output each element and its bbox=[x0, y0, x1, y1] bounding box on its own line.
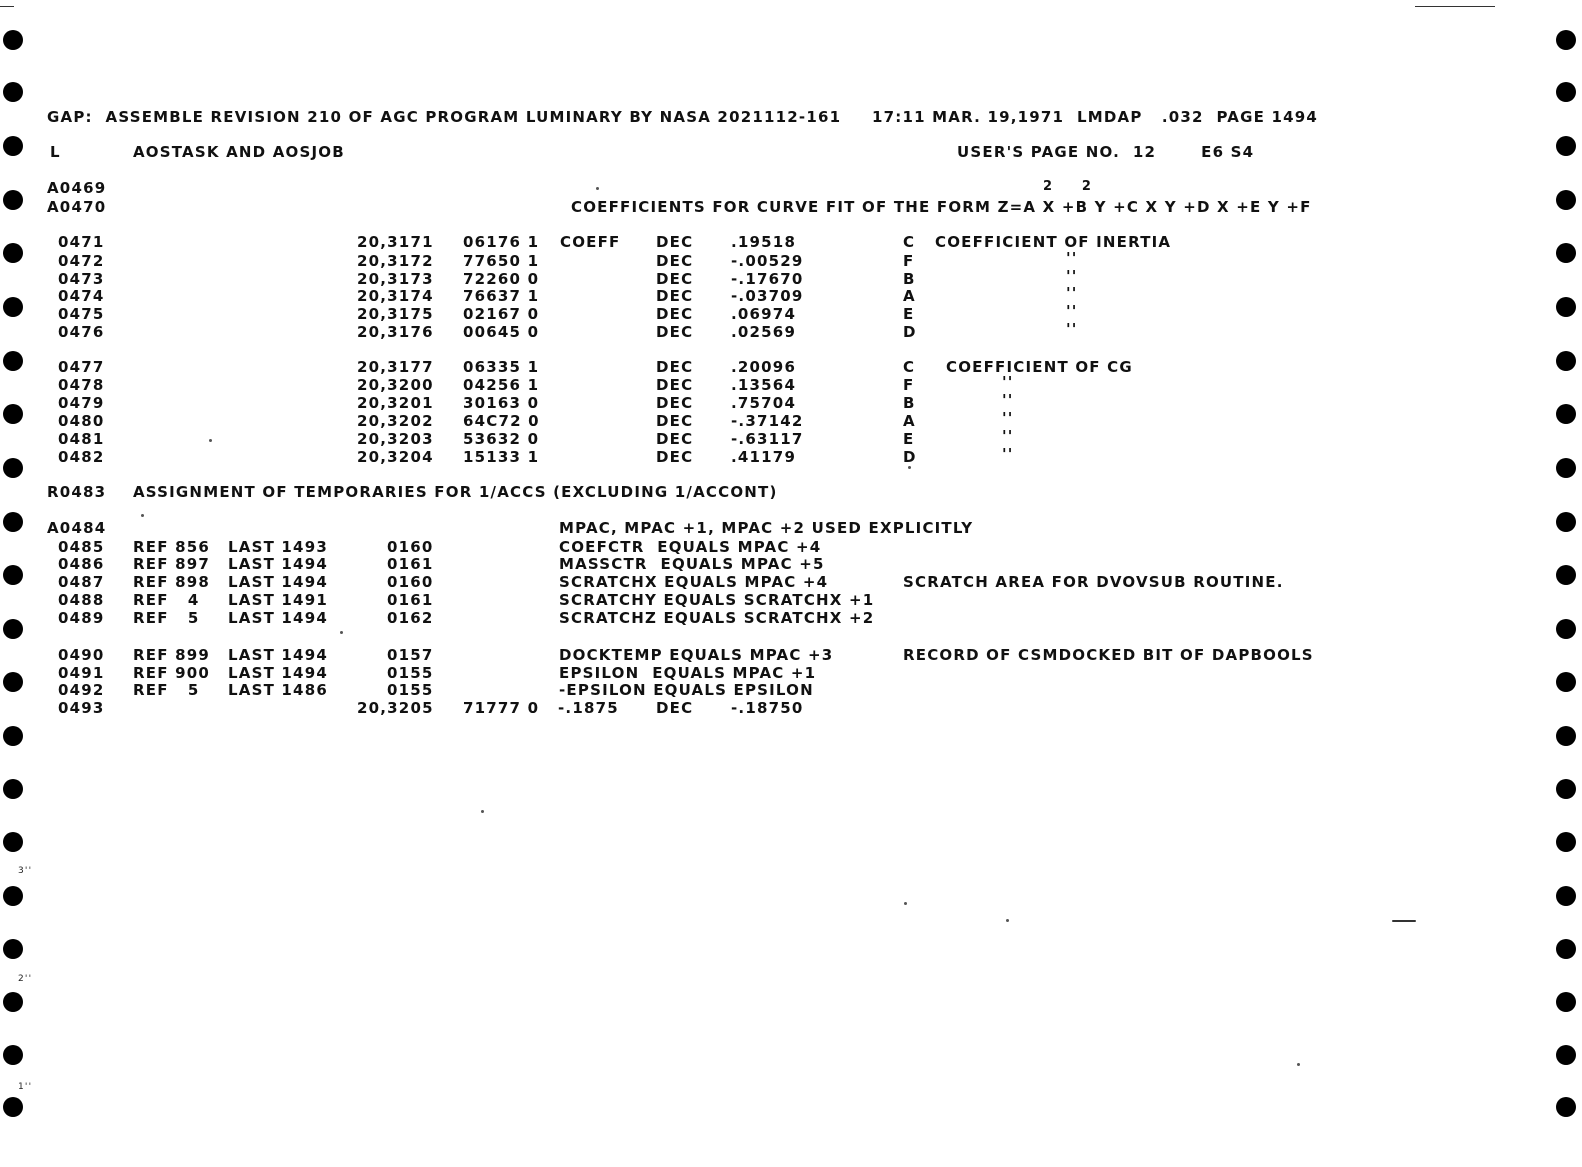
feed-hole bbox=[3, 779, 23, 799]
operand-value: .19518 bbox=[731, 233, 797, 251]
operand-value: .75704 bbox=[731, 394, 797, 412]
header-type: L bbox=[50, 143, 61, 161]
ref-count: REF 899 bbox=[133, 646, 210, 664]
row-comment: COEFFICIENT OF INERTIA bbox=[935, 233, 1172, 251]
octal-code: 72260 0 bbox=[463, 270, 540, 288]
equals-statement: DOCKTEMP EQUALS MPAC +3 bbox=[559, 646, 834, 664]
last-ref: LAST 1494 bbox=[228, 555, 328, 573]
ditto-mark: '' bbox=[1002, 391, 1014, 409]
line-number: 0489 bbox=[58, 609, 105, 627]
feed-hole bbox=[1556, 82, 1576, 102]
feed-hole bbox=[3, 992, 23, 1012]
equals-statement: -EPSILON EQUALS EPSILON bbox=[559, 681, 814, 699]
operand-value: .20096 bbox=[731, 358, 797, 376]
feed-hole bbox=[3, 886, 23, 906]
erasable-address: 0162 bbox=[387, 609, 434, 627]
paper-speck bbox=[908, 466, 911, 469]
feed-hole bbox=[1556, 297, 1576, 317]
memory-address: 20,3171 bbox=[357, 233, 434, 251]
memory-address: 20,3200 bbox=[357, 376, 434, 394]
feed-hole bbox=[1556, 1045, 1576, 1065]
paper-edge-mark bbox=[1415, 6, 1495, 7]
feed-hole bbox=[3, 297, 23, 317]
line-number: A0484 bbox=[47, 519, 107, 537]
erasable-address: 0155 bbox=[387, 664, 434, 682]
feed-hole bbox=[1556, 512, 1576, 532]
ditto-mark: '' bbox=[1002, 445, 1014, 463]
erasable-address: 0161 bbox=[387, 555, 434, 573]
opcode: DEC bbox=[656, 394, 694, 412]
line-number: 0471 bbox=[58, 233, 105, 251]
line-number: 0473 bbox=[58, 270, 105, 288]
feed-hole bbox=[3, 458, 23, 478]
feed-hole bbox=[1556, 672, 1576, 692]
octal-code: 77650 1 bbox=[463, 252, 540, 270]
ref-count: REF 5 bbox=[133, 681, 200, 699]
paper-edge-mark bbox=[0, 6, 14, 7]
octal-code: 76637 1 bbox=[463, 287, 540, 305]
line-number: 0476 bbox=[58, 323, 105, 341]
feed-hole bbox=[1556, 351, 1576, 371]
memory-address: 20,3203 bbox=[357, 430, 434, 448]
line-number: 0490 bbox=[58, 646, 105, 664]
header-timestamp: 17:11 MAR. 19,1971 LMDAP .032 PAGE 1494 bbox=[872, 108, 1319, 126]
operand-value: .13564 bbox=[731, 376, 797, 394]
row-comment: RECORD OF CSMDOCKED BIT OF DAPBOOLS bbox=[903, 646, 1314, 664]
feed-hole bbox=[3, 351, 23, 371]
feed-hole bbox=[3, 404, 23, 424]
feed-hole bbox=[3, 939, 23, 959]
margin-mark: 3'' bbox=[18, 866, 33, 876]
octal-code: 53632 0 bbox=[463, 430, 540, 448]
opcode: DEC bbox=[656, 305, 694, 323]
last-ref: LAST 1494 bbox=[228, 573, 328, 591]
feed-hole bbox=[1556, 458, 1576, 478]
feed-hole bbox=[3, 136, 23, 156]
coefficient-letter: D bbox=[903, 448, 917, 466]
operand-value: .02569 bbox=[731, 323, 797, 341]
coefficient-letter: E bbox=[903, 305, 915, 323]
coefficient-letter: C bbox=[903, 358, 916, 376]
ref-count: REF 898 bbox=[133, 573, 210, 591]
ditto-mark: '' bbox=[1002, 427, 1014, 445]
margin-mark: 1'' bbox=[18, 1082, 33, 1092]
equals-statement: SCRATCHY EQUALS SCRATCHX +1 bbox=[559, 591, 875, 609]
opcode: DEC bbox=[656, 376, 694, 394]
operand-value: .06974 bbox=[731, 305, 797, 323]
feed-hole bbox=[1556, 939, 1576, 959]
feed-hole bbox=[1556, 243, 1576, 263]
comment-line: MPAC, MPAC +1, MPAC +2 USED EXPLICITLY bbox=[559, 519, 974, 537]
paper-speck bbox=[1006, 919, 1009, 922]
ref-count: REF 856 bbox=[133, 538, 210, 556]
octal-code: 30163 0 bbox=[463, 394, 540, 412]
operand-value: -.63117 bbox=[731, 430, 804, 448]
paper-speck bbox=[904, 902, 907, 905]
feed-hole bbox=[1556, 190, 1576, 210]
header-title: GAP: ASSEMBLE REVISION 210 OF AGC PROGRAM LUMINARY BY NASA 2021112-161 bbox=[47, 108, 842, 126]
margin-mark: 2'' bbox=[18, 974, 33, 984]
symbol-label: COEFF bbox=[560, 233, 621, 251]
last-ref: LAST 1494 bbox=[228, 646, 328, 664]
feed-hole bbox=[3, 243, 23, 263]
ref-count: REF 900 bbox=[133, 664, 210, 682]
paper-speck bbox=[481, 810, 484, 813]
erasable-address: 0155 bbox=[387, 681, 434, 699]
memory-address: 20,3205 bbox=[357, 699, 434, 717]
paper-speck bbox=[1297, 1063, 1300, 1066]
feed-hole bbox=[1556, 1097, 1576, 1117]
row-comment: COEFFICIENT OF CG bbox=[946, 358, 1133, 376]
memory-address: 20,3174 bbox=[357, 287, 434, 305]
feed-hole bbox=[3, 190, 23, 210]
memory-address: 20,3202 bbox=[357, 412, 434, 430]
ditto-mark: '' bbox=[1002, 373, 1014, 391]
opcode: DEC bbox=[656, 358, 694, 376]
octal-code: 00645 0 bbox=[463, 323, 540, 341]
line-number: 0480 bbox=[58, 412, 105, 430]
memory-address: 20,3173 bbox=[357, 270, 434, 288]
coefficient-letter: D bbox=[903, 323, 917, 341]
memory-address: 20,3177 bbox=[357, 358, 434, 376]
feed-hole bbox=[3, 30, 23, 50]
ditto-mark: '' bbox=[1066, 249, 1078, 267]
line-number: 0481 bbox=[58, 430, 105, 448]
ditto-mark: '' bbox=[1066, 302, 1078, 320]
opcode: DEC bbox=[656, 430, 694, 448]
feed-hole bbox=[1556, 779, 1576, 799]
ref-count: REF 5 bbox=[133, 609, 200, 627]
paper-speck bbox=[209, 439, 212, 442]
operand-value: -.17670 bbox=[731, 270, 804, 288]
line-number: 0482 bbox=[58, 448, 105, 466]
coefficient-letter: F bbox=[903, 376, 915, 394]
line-number: 0475 bbox=[58, 305, 105, 323]
line-number: 0492 bbox=[58, 681, 105, 699]
ditto-mark: '' bbox=[1002, 409, 1014, 427]
ref-count: REF 897 bbox=[133, 555, 210, 573]
paper-speck bbox=[141, 514, 144, 517]
erasable-address: 0161 bbox=[387, 591, 434, 609]
ref-count: REF 4 bbox=[133, 591, 200, 609]
equals-statement: SCRATCHX EQUALS MPAC +4 bbox=[559, 573, 829, 591]
feed-hole bbox=[1556, 30, 1576, 50]
operand-value: -.00529 bbox=[731, 252, 804, 270]
line-number: 0477 bbox=[58, 358, 105, 376]
line-number: R0483 bbox=[47, 483, 107, 501]
feed-hole bbox=[3, 512, 23, 532]
opcode: DEC bbox=[656, 323, 694, 341]
line-number: 0478 bbox=[58, 376, 105, 394]
line-number: 0491 bbox=[58, 664, 105, 682]
memory-address: 20,3172 bbox=[357, 252, 434, 270]
line-number: 0485 bbox=[58, 538, 105, 556]
coefficient-letter: F bbox=[903, 252, 915, 270]
coefficient-letter: B bbox=[903, 394, 916, 412]
feed-hole bbox=[3, 672, 23, 692]
opcode: DEC bbox=[656, 252, 694, 270]
line-number: 0472 bbox=[58, 252, 105, 270]
operand-value: .41179 bbox=[731, 448, 797, 466]
coefficient-letter: E bbox=[903, 430, 915, 448]
paper-speck bbox=[340, 631, 343, 634]
ditto-mark: '' bbox=[1066, 284, 1078, 302]
last-ref: LAST 1494 bbox=[228, 664, 328, 682]
line-number: 0488 bbox=[58, 591, 105, 609]
line-number: 0486 bbox=[58, 555, 105, 573]
opcode: DEC bbox=[656, 699, 694, 717]
last-ref: LAST 1491 bbox=[228, 591, 328, 609]
octal-code: 71777 0 bbox=[463, 699, 540, 717]
memory-address: 20,3176 bbox=[357, 323, 434, 341]
octal-code: 15133 1 bbox=[463, 448, 540, 466]
coefficient-letter: C bbox=[903, 233, 916, 251]
erasable-address: 0160 bbox=[387, 538, 434, 556]
coefficient-letter: B bbox=[903, 270, 916, 288]
equals-statement: SCRATCHZ EQUALS SCRATCHX +2 bbox=[559, 609, 875, 627]
right-feed-holes bbox=[1556, 0, 1576, 1167]
feed-hole bbox=[1556, 404, 1576, 424]
feed-hole bbox=[3, 565, 23, 585]
equals-statement: EPSILON EQUALS MPAC +1 bbox=[559, 664, 817, 682]
feed-hole bbox=[1556, 565, 1576, 585]
memory-address: 20,3175 bbox=[357, 305, 434, 323]
left-feed-holes bbox=[3, 0, 23, 1167]
octal-code: 04256 1 bbox=[463, 376, 540, 394]
feed-hole bbox=[1556, 726, 1576, 746]
line-number: 0474 bbox=[58, 287, 105, 305]
last-ref: LAST 1486 bbox=[228, 681, 328, 699]
feed-hole bbox=[3, 832, 23, 852]
section-heading: ASSIGNMENT OF TEMPORARIES FOR 1/ACCS (EXCLUDING 1/ACCONT) bbox=[133, 483, 778, 501]
last-ref: LAST 1494 bbox=[228, 609, 328, 627]
feed-hole bbox=[3, 726, 23, 746]
feed-hole bbox=[3, 619, 23, 639]
operand-value: -.37142 bbox=[731, 412, 804, 430]
feed-hole bbox=[3, 1097, 23, 1117]
line-number: A0469 bbox=[47, 179, 107, 197]
opcode: DEC bbox=[656, 412, 694, 430]
opcode: DEC bbox=[656, 233, 694, 251]
equals-statement: MASSCTR EQUALS MPAC +5 bbox=[559, 555, 825, 573]
feed-hole bbox=[1556, 992, 1576, 1012]
feed-hole bbox=[1556, 832, 1576, 852]
operand-value: -.03709 bbox=[731, 287, 804, 305]
section-title: AOSTASK AND AOSJOB bbox=[133, 143, 345, 161]
coefficient-letter: A bbox=[903, 287, 916, 305]
memory-address: 20,3204 bbox=[357, 448, 434, 466]
octal-code: 64C72 0 bbox=[463, 412, 540, 430]
octal-code: 06335 1 bbox=[463, 358, 540, 376]
line-number: 0487 bbox=[58, 573, 105, 591]
line-number: A0470 bbox=[47, 198, 107, 216]
ditto-mark: '' bbox=[1066, 320, 1078, 338]
memory-address: 20,3201 bbox=[357, 394, 434, 412]
erasable-address: 0160 bbox=[387, 573, 434, 591]
coefficient-letter: A bbox=[903, 412, 916, 430]
opcode: DEC bbox=[656, 287, 694, 305]
octal-code: 06176 1 bbox=[463, 233, 540, 251]
row-comment: SCRATCH AREA FOR DVOVSUB ROUTINE. bbox=[903, 573, 1284, 591]
opcode: DEC bbox=[656, 270, 694, 288]
feed-hole bbox=[1556, 886, 1576, 906]
line-number: 0479 bbox=[58, 394, 105, 412]
erasable-address: 0157 bbox=[387, 646, 434, 664]
last-ref: LAST 1493 bbox=[228, 538, 328, 556]
user-page-number: USER'S PAGE NO. 12 E6 S4 bbox=[957, 143, 1255, 161]
curve-fit-formula: COEFFICIENTS FOR CURVE FIT OF THE FORM Z=A X +B Y +C X Y +D X +E Y +F bbox=[571, 198, 1312, 216]
paper-speck bbox=[1392, 920, 1416, 922]
symbol-label: -.1875 bbox=[558, 699, 619, 717]
feed-hole bbox=[1556, 619, 1576, 639]
ditto-mark: '' bbox=[1066, 267, 1078, 285]
formula-superscripts: 2 2 bbox=[1043, 179, 1093, 194]
equals-statement: COEFCTR EQUALS MPAC +4 bbox=[559, 538, 822, 556]
feed-hole bbox=[1556, 136, 1576, 156]
feed-hole bbox=[3, 1045, 23, 1065]
feed-hole bbox=[3, 82, 23, 102]
paper-speck bbox=[596, 187, 599, 190]
octal-code: 02167 0 bbox=[463, 305, 540, 323]
line-number: 0493 bbox=[58, 699, 105, 717]
opcode: DEC bbox=[656, 448, 694, 466]
operand-value: -.18750 bbox=[731, 699, 804, 717]
